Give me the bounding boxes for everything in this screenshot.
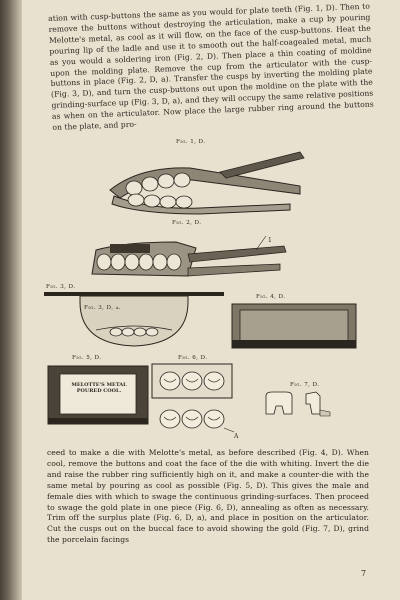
fig5-caption: Fig. 5, D.: [72, 355, 102, 361]
fig4-caption: Fig. 4, D.: [256, 294, 286, 300]
fig6-caption: Fig. 6, D.: [178, 355, 208, 361]
fig6-gold-plate-illustration: [150, 362, 242, 440]
fig1-caption: Fig. 1, D.: [176, 139, 206, 145]
book-spine-shadow: [0, 0, 22, 600]
fig5-counter-die-illustration: [46, 364, 150, 428]
paragraph-top: ation with cusp-buttons the same as you would for plate teeth (Fig. 1, D). Then to remove the buttons without destroying the articulation, make a cup by pouring Melotte's metal, as cool as it will flow, on the face of the cusp-buttons. Heat the pouring lip of the ladle and use it to smooth out the half-coagealed metal, much as you would a soldering iron (Fig. 2, D). Then place a thin coating of moldine upon the molding plate. Remove the cup from the articulator with the cusp-buttons in place (Fig. 2, D, a). Transfer the cusps by inverting the molding plate (Fig. 3, D), and turn the cusp-buttons out upon the moldine on the plate with the grinding-surface up (Fig. 3, D, a), and they will occupy the same relative positions as when on the articulator. Now place the large rubber ring around the buttons on the plate, and pro-: [48, 1, 374, 132]
fig7-caption: Fig. 7, D.: [290, 382, 320, 388]
fig6-label: A: [234, 433, 239, 440]
paragraph-bottom: ceed to make a die with Melotte's metal, as before described (Fig. 4, D). When cool, remove the buttons and coat the face of the die with whiting. Invert the die and raise the rubber ring sufficiently high on it, and make a counter-die with the same metal by pouring as cool as possible (Fig. 5, D). This gives the male and female dies with which to swage the continuous grinding-surfaces. Then proceed to swage the gold plate in one piece (Fig. 6, D), annealing as often as necessary. Trim off the surplus plate (Fig. 6, D, a), and place in position on the articulator. Cut the cusps out on the buccal face to avoid showing the gold (Fig. 7, D), grind the porcelain facings: [47, 448, 369, 545]
fig2-label: 1: [268, 237, 272, 244]
fig1-articulator-illustration: [100, 146, 310, 216]
fig2-articulator-illustration: [84, 228, 306, 282]
fig3-caption: Fig. 3, D.: [46, 284, 76, 290]
fig5-plate-text: MELOTTE'S METAL POURED COOL.: [71, 382, 127, 394]
page-number: 7: [361, 569, 367, 578]
fig3a-caption: Fig. 3, D, a.: [84, 305, 122, 311]
fig7-cut-cusps-illustration: [262, 390, 336, 420]
fig3-molding-plate-illustration: [40, 290, 228, 350]
fig4-die-illustration: [230, 302, 358, 350]
fig2-caption: Fig. 2, D.: [172, 220, 202, 226]
